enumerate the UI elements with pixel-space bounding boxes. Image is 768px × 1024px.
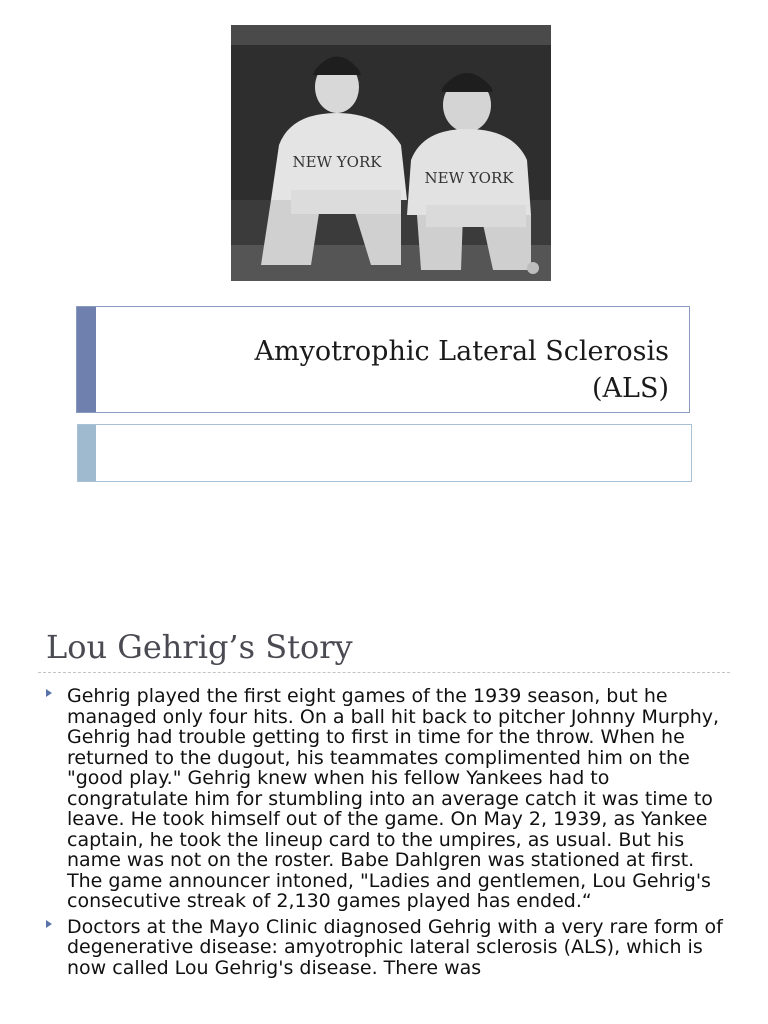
- bullet-list: [46, 686, 726, 983]
- section-heading: Lou Gehrig’s Story: [46, 628, 353, 666]
- list-item: [46, 917, 726, 979]
- bullet-text: Gehrig played the first eight games of the 1939 season, but he managed only four hits. On a ball hit back to pitcher Johnny Murphy, Gehrig had trouble getting to first in time for the throw. When he returned to the dugout, his teammates complimented him on the "good play." Gehrig knew when his fellow Yankees had to congratulate him for stumbling into an average catch it was time to leave. He took himself out of the game. On May 2, 1939, as Yankee captain, he took the lineup card to the umpires, as usual. But his name was not on the roster. Babe Dahlgren was stationed at first. The game announcer intoned, "Ladies and gentlemen, Lou Gehrig's consecutive streak of 2,130 games played has ended.“: [67, 685, 720, 912]
- subtitle-placeholder: [77, 424, 692, 482]
- subtitle-accent-bar: [78, 425, 96, 481]
- photo-icon: [231, 25, 551, 281]
- slide-title: [129, 333, 669, 407]
- bullet-text: Doctors at the Mayo Clinic diagnosed Gehrig with a very rare form of degenerative disease: amyotrophic lateral sclerosis (ALS), which is now called Lou Gehrig's disease. There was: [67, 915, 723, 979]
- title-line-2: (ALS): [592, 373, 669, 404]
- list-item: [46, 686, 726, 912]
- title-placeholder: [76, 306, 690, 413]
- heading-divider: [38, 672, 730, 673]
- baseball-players-photo: [231, 25, 551, 281]
- bullet-triangle-icon: [46, 920, 52, 928]
- title-accent-bar: [77, 307, 96, 412]
- svg-text:NEW YORK: NEW YORK: [424, 169, 514, 187]
- title-line-1: Amyotrophic Lateral Sclerosis: [254, 336, 669, 367]
- svg-text:NEW YORK: NEW YORK: [292, 153, 382, 171]
- bullet-triangle-icon: [46, 689, 52, 697]
